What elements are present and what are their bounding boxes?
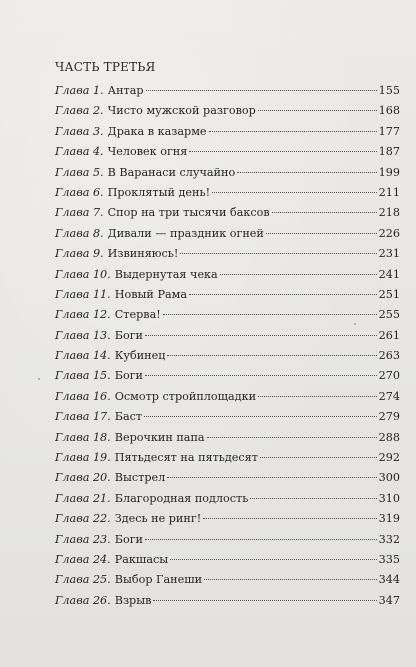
chapter-title: Кубинец	[114, 349, 166, 363]
toc-entry	[55, 570, 400, 590]
page-number: 300	[378, 471, 400, 485]
page-number: 274	[378, 389, 400, 403]
toc-entry	[55, 305, 400, 325]
page-number: 199	[378, 165, 400, 179]
toc-entry	[55, 81, 400, 101]
chapter-title: Спор на три тысячи баксов	[107, 206, 270, 220]
chapter-number: Глава 20.	[55, 471, 111, 485]
chapter-title: Верочкин папа	[114, 430, 205, 444]
chapter-number: Глава 1.	[55, 84, 104, 97]
toc-entry	[55, 407, 400, 427]
chapter-title: Боги	[114, 328, 144, 342]
page-number: 332	[378, 532, 400, 546]
chapter-number: Глава 14.	[55, 349, 111, 363]
chapter-number: Глава 15.	[55, 369, 111, 383]
chapter-title: В Варанаси случайно	[107, 165, 236, 179]
page-number: 251	[378, 287, 400, 301]
chapter-number: Глава 12.	[55, 308, 111, 322]
chapter-title: Стерва!	[114, 308, 161, 322]
toc-entry	[55, 224, 400, 244]
page-number: 347	[378, 593, 400, 607]
page-number: 310	[378, 491, 400, 505]
dot-leader	[220, 274, 377, 275]
chapter-number: Глава 21.	[55, 491, 111, 505]
page-number: 231	[378, 247, 400, 261]
chapter-number: Глава 7.	[55, 206, 104, 220]
dot-leader	[204, 579, 377, 580]
toc-entry	[55, 366, 400, 386]
chapter-title: Выбор Ганеши	[114, 573, 203, 587]
dot-leader	[145, 539, 377, 540]
chapter-title: Ракшасы	[114, 552, 169, 566]
chapter-title: Новый Рама	[114, 287, 188, 301]
chapter-title: Баст	[114, 410, 143, 424]
chapter-number: Глава 9.	[55, 247, 104, 261]
dot-leader	[180, 253, 376, 254]
page-number: 279	[378, 410, 400, 424]
chapter-number: Глава 10.	[55, 267, 111, 281]
chapter-number: Глава 25.	[55, 573, 111, 587]
chapter-title: Дивали — праздник огней	[107, 226, 264, 240]
toc-entry	[55, 285, 400, 305]
chapter-number: Глава 8.	[55, 226, 104, 240]
chapter-number: Глава 5.	[55, 165, 104, 179]
dot-leader	[153, 600, 376, 601]
toc-entry	[55, 203, 400, 223]
page-number: 344	[378, 573, 400, 587]
chapter-title: Пятьдесят на пятьдесят	[114, 451, 258, 465]
chapter-title: Проклятый день!	[107, 185, 211, 199]
dot-leader	[209, 131, 377, 132]
dot-leader	[146, 90, 377, 91]
chapter-number: Глава 11.	[55, 287, 111, 301]
paper-speck	[354, 323, 356, 325]
toc-entry	[55, 326, 400, 346]
dot-leader	[207, 437, 377, 438]
chapter-number: Глава 6.	[55, 185, 104, 199]
dot-leader	[170, 559, 376, 560]
chapter-number: Глава 22.	[55, 512, 111, 526]
dot-leader	[145, 335, 377, 336]
chapter-title: Выдернутая чека	[114, 267, 218, 281]
page-number: 319	[378, 512, 400, 526]
page-number: 218	[378, 206, 400, 220]
dot-leader	[212, 192, 377, 193]
dot-leader	[260, 457, 377, 458]
page-number: 270	[378, 369, 400, 383]
page-number: 263	[378, 349, 400, 363]
dot-leader	[250, 498, 376, 499]
toc-entry	[55, 509, 400, 529]
dot-leader	[189, 294, 377, 295]
dot-leader	[144, 416, 377, 417]
section-title: ЧАСТЬ ТРЕТЬЯ	[55, 60, 156, 74]
dot-leader	[203, 518, 376, 519]
dot-leader	[258, 396, 377, 397]
chapter-title: Взрыв	[114, 593, 152, 607]
chapter-number: Глава 26.	[55, 593, 111, 607]
page-number: 226	[378, 226, 400, 240]
chapter-title: Боги	[114, 532, 144, 546]
chapter-title: Антар	[107, 84, 144, 97]
page-number: 335	[378, 552, 400, 566]
toc-entry	[55, 489, 400, 509]
chapter-title: Выстрел	[114, 471, 166, 485]
dot-leader	[167, 477, 376, 478]
page-number: 241	[378, 267, 400, 281]
page-number: 177	[378, 124, 400, 138]
dot-leader	[266, 233, 377, 234]
toc-entry	[55, 122, 400, 142]
paper-speck	[38, 378, 40, 380]
page-number: 211	[378, 185, 400, 199]
chapter-title: Осмотр стройплощадки	[114, 389, 257, 403]
chapter-title: Человек огня	[107, 145, 188, 159]
page-number: 155	[378, 84, 400, 97]
page-number: 288	[378, 430, 400, 444]
chapter-number: Глава 19.	[55, 451, 111, 465]
table-of-contents	[55, 81, 400, 611]
dot-leader	[189, 151, 376, 152]
toc-entry	[55, 428, 400, 448]
chapter-number: Глава 24.	[55, 552, 111, 566]
page-number: 187	[378, 145, 400, 159]
page-number: 168	[378, 104, 400, 118]
toc-entry	[55, 346, 400, 366]
chapter-number: Глава 2.	[55, 104, 104, 118]
chapter-number: Глава 3.	[55, 124, 104, 138]
chapter-title: Извиняюсь!	[107, 247, 179, 261]
toc-entry	[55, 530, 400, 550]
chapter-number: Глава 16.	[55, 389, 111, 403]
toc-entry	[55, 142, 400, 162]
dot-leader	[167, 355, 376, 356]
chapter-title: Драка в казарме	[107, 124, 207, 138]
page-number: 292	[378, 451, 400, 465]
dot-leader	[272, 212, 377, 213]
toc-entry	[55, 591, 400, 611]
chapter-number: Глава 13.	[55, 328, 111, 342]
dot-leader	[258, 110, 377, 111]
chapter-number: Глава 4.	[55, 145, 104, 159]
toc-entry	[55, 101, 400, 121]
chapter-title: Здесь не ринг!	[114, 512, 202, 526]
chapter-title: Боги	[114, 369, 144, 383]
toc-entry	[55, 550, 400, 570]
toc-entry	[55, 448, 400, 468]
toc-entry	[55, 265, 400, 285]
chapter-title: Благородная подлость	[114, 491, 249, 505]
chapter-title: Чисто мужской разговор	[107, 104, 256, 118]
dot-leader	[145, 375, 377, 376]
toc-entry	[55, 183, 400, 203]
chapter-number: Глава 23.	[55, 532, 111, 546]
chapter-number: Глава 17.	[55, 410, 111, 424]
page-number: 255	[378, 308, 400, 322]
page-number: 261	[378, 328, 400, 342]
dot-leader	[237, 172, 376, 173]
chapter-number: Глава 18.	[55, 430, 111, 444]
toc-entry	[55, 387, 400, 407]
toc-entry	[55, 244, 400, 264]
dot-leader	[163, 314, 377, 315]
toc-entry	[55, 468, 400, 488]
toc-entry	[55, 163, 400, 183]
